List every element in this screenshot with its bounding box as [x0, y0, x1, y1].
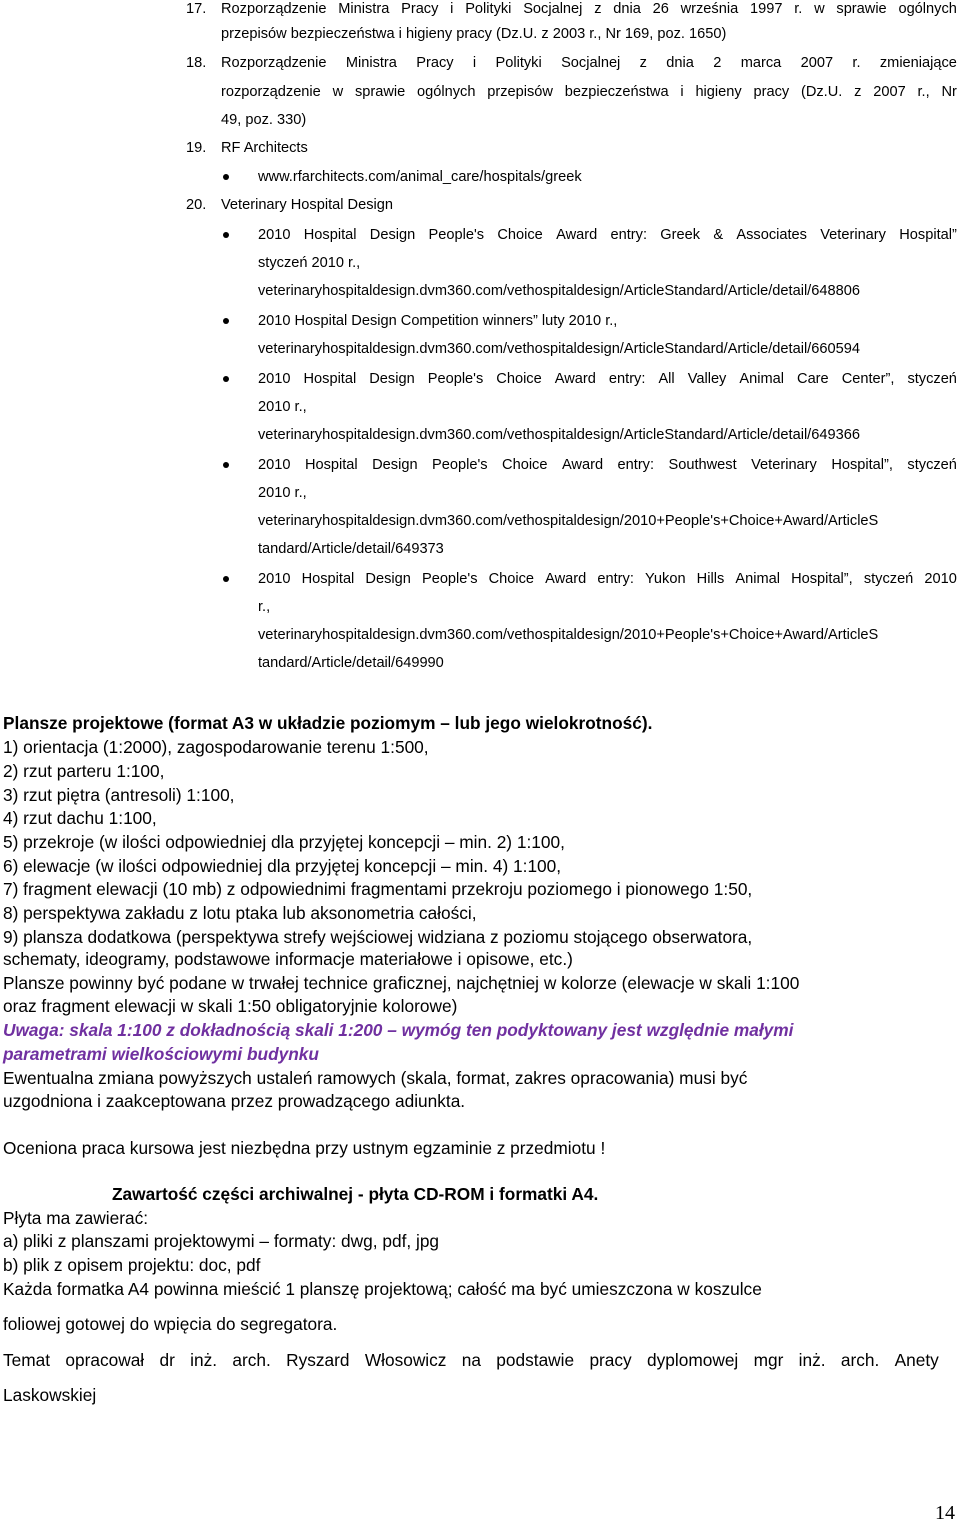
- word: 26: [652, 1, 669, 17]
- exam-requirement: Oceniona praca kursowa jest niezbędna przy ustnym egzaminie z przedmiotu !: [3, 1138, 606, 1158]
- word: entry:: [597, 571, 634, 587]
- boards-note-line-2: oraz fragment elewacji w skali 1:50 obligatoryjnie kolorowe): [3, 996, 458, 1016]
- word: 2007: [800, 55, 834, 71]
- ref-20-item-5-line-1: [258, 570, 957, 588]
- word: entry:: [617, 457, 655, 473]
- ref-17-number: 17.: [186, 1, 207, 17]
- word: entry:: [610, 227, 647, 243]
- boards-item: 9) plansza dodatkowa (perspektywa strefy wejściowej widziana z poziomu stojącego obserwatora,: [3, 927, 753, 947]
- word: higieny: [695, 84, 742, 100]
- ref-17-line-2: przepisów bezpieczeństwa i higieny pracy (Dz.U. z 2003 r., Nr 169, poz. 1650): [221, 26, 727, 42]
- word: ogólnych: [417, 84, 476, 100]
- scale-warning-line-2: parametrami wielkościowymi budynku: [3, 1044, 319, 1064]
- archive-line: foliowej gotowej do wpięcia do segregatora.: [3, 1314, 338, 1334]
- word: r.: [852, 55, 861, 71]
- word: People's: [427, 371, 484, 387]
- archive-line: Płyta ma zawierać:: [3, 1208, 149, 1228]
- word: 2007: [873, 84, 906, 100]
- word: Southwest: [668, 457, 737, 473]
- bullet-dot: [223, 232, 229, 238]
- word: Hospital”,: [831, 457, 893, 473]
- bullet-dot: [223, 576, 229, 582]
- author-line-2: Laskowskiej: [3, 1385, 97, 1405]
- word: People's: [428, 227, 485, 243]
- word: Pracy: [416, 55, 454, 71]
- archive-heading: Zawartość części archiwalnej - płyta CD-ROM i formatki A4.: [112, 1184, 599, 1204]
- boards-item: 5) przekroje (w ilości odpowiedniej dla przyjętej koncepcji – min. 2) 1:100,: [3, 832, 565, 852]
- ref-20-item-4-link-1: veterinaryhospitaldesign.dvm360.com/vethospitaldesign/2010+People's+Choice+Award/ArticleS: [258, 513, 879, 529]
- word: Veterinary: [820, 227, 886, 243]
- ref-18-line-1: [221, 54, 957, 72]
- word: Animal: [735, 571, 780, 587]
- ref-20-item-5-line-2: r.,: [258, 599, 271, 615]
- ref-20-item-4-line-2: 2010 r.,: [258, 485, 307, 501]
- word: People's: [432, 457, 488, 473]
- word: z: [639, 55, 647, 71]
- word: mgr: [753, 1350, 784, 1370]
- ref-18-line-3: 49, poz. 330): [221, 112, 307, 128]
- word: entry:: [608, 371, 646, 387]
- word: i: [680, 84, 684, 100]
- bullet-dot: [223, 174, 229, 180]
- boards-item: 8) perspektywa zakładu z lotu ptaka lub aksonometria całości,: [3, 903, 477, 923]
- word: dyplomowej: [647, 1350, 739, 1370]
- word: Nr: [941, 84, 957, 100]
- word: 2010: [258, 571, 291, 587]
- word: arch.: [840, 1350, 880, 1370]
- boards-heading: Plansze projektowe (format A3 w układzie poziomym – lub jego wielokrotność).: [3, 713, 653, 733]
- word: Choice: [488, 571, 535, 587]
- word: styczeń: [863, 571, 914, 587]
- ref-20-item-1-line-1: [258, 226, 957, 244]
- word: zmieniające: [879, 55, 957, 71]
- word: sprawie: [836, 1, 887, 17]
- word: rozporządzenie: [221, 84, 321, 100]
- scale-warning-line-1: Uwaga: skala 1:100 z dokładnością skali 1:200 – wymóg ten podyktowany jest względnie małymi: [3, 1020, 794, 1040]
- word: Choice: [502, 457, 548, 473]
- word: Design: [372, 457, 418, 473]
- word: podstawie: [496, 1350, 575, 1370]
- boards-item: 2) rzut parteru 1:100,: [3, 761, 165, 781]
- ref-18-number: 18.: [186, 55, 207, 71]
- boards-item: 3) rzut piętra (antresoli) 1:100,: [3, 785, 235, 805]
- word: Socjalnej: [523, 1, 583, 17]
- word: Polityki: [495, 55, 542, 71]
- word: r.: [794, 1, 803, 17]
- word: Center”,: [841, 371, 895, 387]
- word: 2010: [924, 571, 957, 587]
- word: pracy: [589, 1350, 632, 1370]
- word: People's: [421, 571, 478, 587]
- ref-20-item-1-link: veterinaryhospitaldesign.dvm360.com/vethospitaldesign/ArticleStandard/Article/detail/648806: [258, 283, 860, 299]
- word: Temat: [3, 1350, 51, 1370]
- bullet-dot: [223, 376, 229, 382]
- ref-19-title: RF Architects: [221, 140, 308, 156]
- ref-20-title: Veterinary Hospital Design: [221, 197, 393, 213]
- word: inż.: [190, 1350, 218, 1370]
- word: dr: [159, 1350, 175, 1370]
- word: 2010: [258, 227, 291, 243]
- word: inż.: [798, 1350, 826, 1370]
- ref-20-item-3-link: veterinaryhospitaldesign.dvm360.com/vethospitaldesign/ArticleStandard/Article/detail/649366: [258, 427, 860, 443]
- boards-item: 1) orientacja (1:2000), zagospodarowanie terenu 1:500,: [3, 737, 429, 757]
- word: Ministra: [338, 1, 390, 17]
- page-number: 14: [935, 1502, 955, 1524]
- archive-line: Każda formatka A4 powinna mieścić 1 planszę projektową; całość ma być umieszczona w koszulce: [3, 1279, 762, 1299]
- word: 2010: [258, 457, 291, 473]
- ref-20-item-3-line-2: 2010 r.,: [258, 399, 307, 415]
- word: Hospital”: [899, 227, 957, 243]
- boards-item: 6) elewacje (w ilości odpowiedniej dla przyjętej koncepcji – min. 4) 1:100,: [3, 856, 562, 876]
- word: dnia: [666, 55, 694, 71]
- boards-item: 7) fragment elewacji (10 mb) z odpowiednimi fragmentami przekroju poziomego i pionowego 1:50,: [3, 879, 753, 899]
- word: Socjalnej: [561, 55, 621, 71]
- word: w: [332, 84, 344, 100]
- archive-line: a) pliki z planszami projektowymi – formaty: dwg, pdf, jpg: [3, 1231, 440, 1251]
- word: r.,: [917, 84, 930, 100]
- word: opracował: [65, 1350, 145, 1370]
- ref-20-item-4-line-1: [258, 456, 957, 474]
- word: Ministra: [345, 55, 397, 71]
- word: na: [461, 1350, 481, 1370]
- word: Choice: [497, 227, 543, 243]
- word: Hospital: [303, 371, 357, 387]
- word: Włosowicz: [364, 1350, 447, 1370]
- word: Design: [369, 227, 416, 243]
- ref-20-item-5-link-2: tandard/Article/detail/649990: [258, 655, 444, 671]
- ref-20-item-2-link: veterinaryhospitaldesign.dvm360.com/vethospitaldesign/ArticleStandard/Article/detail/660594: [258, 341, 860, 357]
- word: 2010: [258, 371, 291, 387]
- ref-20-item-1-line-2: styczeń 2010 r.,: [258, 255, 361, 271]
- word: Animal: [739, 371, 784, 387]
- word: sprawie: [354, 84, 406, 100]
- word: pracy: [753, 84, 790, 100]
- word: września: [680, 1, 739, 17]
- boards-item: 4) rzut dachu 1:100,: [3, 808, 157, 828]
- word: Design: [369, 371, 415, 387]
- change-note-line-1: Ewentualna zmiana powyższych ustaleń ramowych (skala, format, zakres opracowania) musi być: [3, 1068, 748, 1088]
- word: Award: [556, 227, 598, 243]
- word: 2: [713, 55, 722, 71]
- bullet-dot: [223, 462, 229, 468]
- bullet-dot: [223, 318, 229, 324]
- word: arch.: [232, 1350, 271, 1370]
- ref-20-item-4-link-2: tandard/Article/detail/649373: [258, 541, 444, 557]
- word: Rozporządzenie: [221, 1, 327, 17]
- change-note-line-2: uzgodniona i zaakceptowana przez prowadzącego adiunkta.: [3, 1091, 466, 1111]
- word: z: [854, 84, 862, 100]
- ref-20-item-5-link-1: veterinaryhospitaldesign.dvm360.com/vethospitaldesign/2010+People's+Choice+Award/ArticleS: [258, 627, 879, 643]
- ref-20-number: 20.: [186, 197, 207, 213]
- word: marca: [740, 55, 782, 71]
- boards-note-line-1: Plansze powinny być podane w trwałej technice graficznej, najchętniej w kolorze (elewacje w skali 1:100: [3, 973, 800, 993]
- author-line-1: [3, 1349, 939, 1371]
- word: &: [713, 227, 724, 243]
- word: Hospital: [304, 457, 358, 473]
- word: dnia: [613, 1, 641, 17]
- word: Anety: [894, 1350, 939, 1370]
- word: Greek: [660, 227, 701, 243]
- word: przepisów: [487, 84, 553, 100]
- word: Care: [797, 371, 829, 387]
- word: z: [594, 1, 602, 17]
- word: Award: [554, 371, 596, 387]
- word: Ryszard: [286, 1350, 350, 1370]
- word: Hills: [696, 571, 725, 587]
- ref-17-line-1: [221, 0, 957, 18]
- word: w: [814, 1, 825, 17]
- word: ogólnych: [898, 1, 957, 17]
- word: i: [472, 55, 477, 71]
- word: Yukon: [644, 571, 686, 587]
- word: All: [658, 371, 675, 387]
- word: Hospital: [303, 227, 357, 243]
- boards-item: schematy, ideogramy, podstawowe informacje materiałowe i opisowe, etc.): [3, 949, 573, 969]
- word: styczeń: [907, 371, 957, 387]
- word: 1997: [749, 1, 783, 17]
- word: Design: [365, 571, 411, 587]
- word: i: [450, 1, 454, 17]
- word: Rozporządzenie: [221, 55, 327, 71]
- ref-19-number: 19.: [186, 140, 207, 156]
- word: Veterinary: [751, 457, 817, 473]
- word: bezpieczeństwa: [564, 84, 669, 100]
- ref-18-line-2: [221, 83, 957, 101]
- word: Hospital”,: [791, 571, 853, 587]
- word: Pracy: [401, 1, 439, 17]
- archive-line: b) plik z opisem projektu: doc, pdf: [3, 1255, 261, 1275]
- ref-20-item-2-line-1: 2010 Hospital Design Competition winners” luty 2010 r.,: [258, 313, 618, 329]
- word: styczeń: [907, 457, 957, 473]
- word: (Dz.U.: [800, 84, 843, 100]
- ref-20-item-3-line-1: [258, 370, 957, 388]
- ref-19-link: www.rfarchitects.com/animal_care/hospitals/greek: [258, 169, 582, 185]
- word: Award: [545, 571, 587, 587]
- word: Polityki: [465, 1, 512, 17]
- word: Associates: [736, 227, 807, 243]
- word: Hospital: [301, 571, 355, 587]
- word: Award: [561, 457, 604, 473]
- word: Choice: [496, 371, 542, 387]
- word: Valley: [687, 371, 727, 387]
